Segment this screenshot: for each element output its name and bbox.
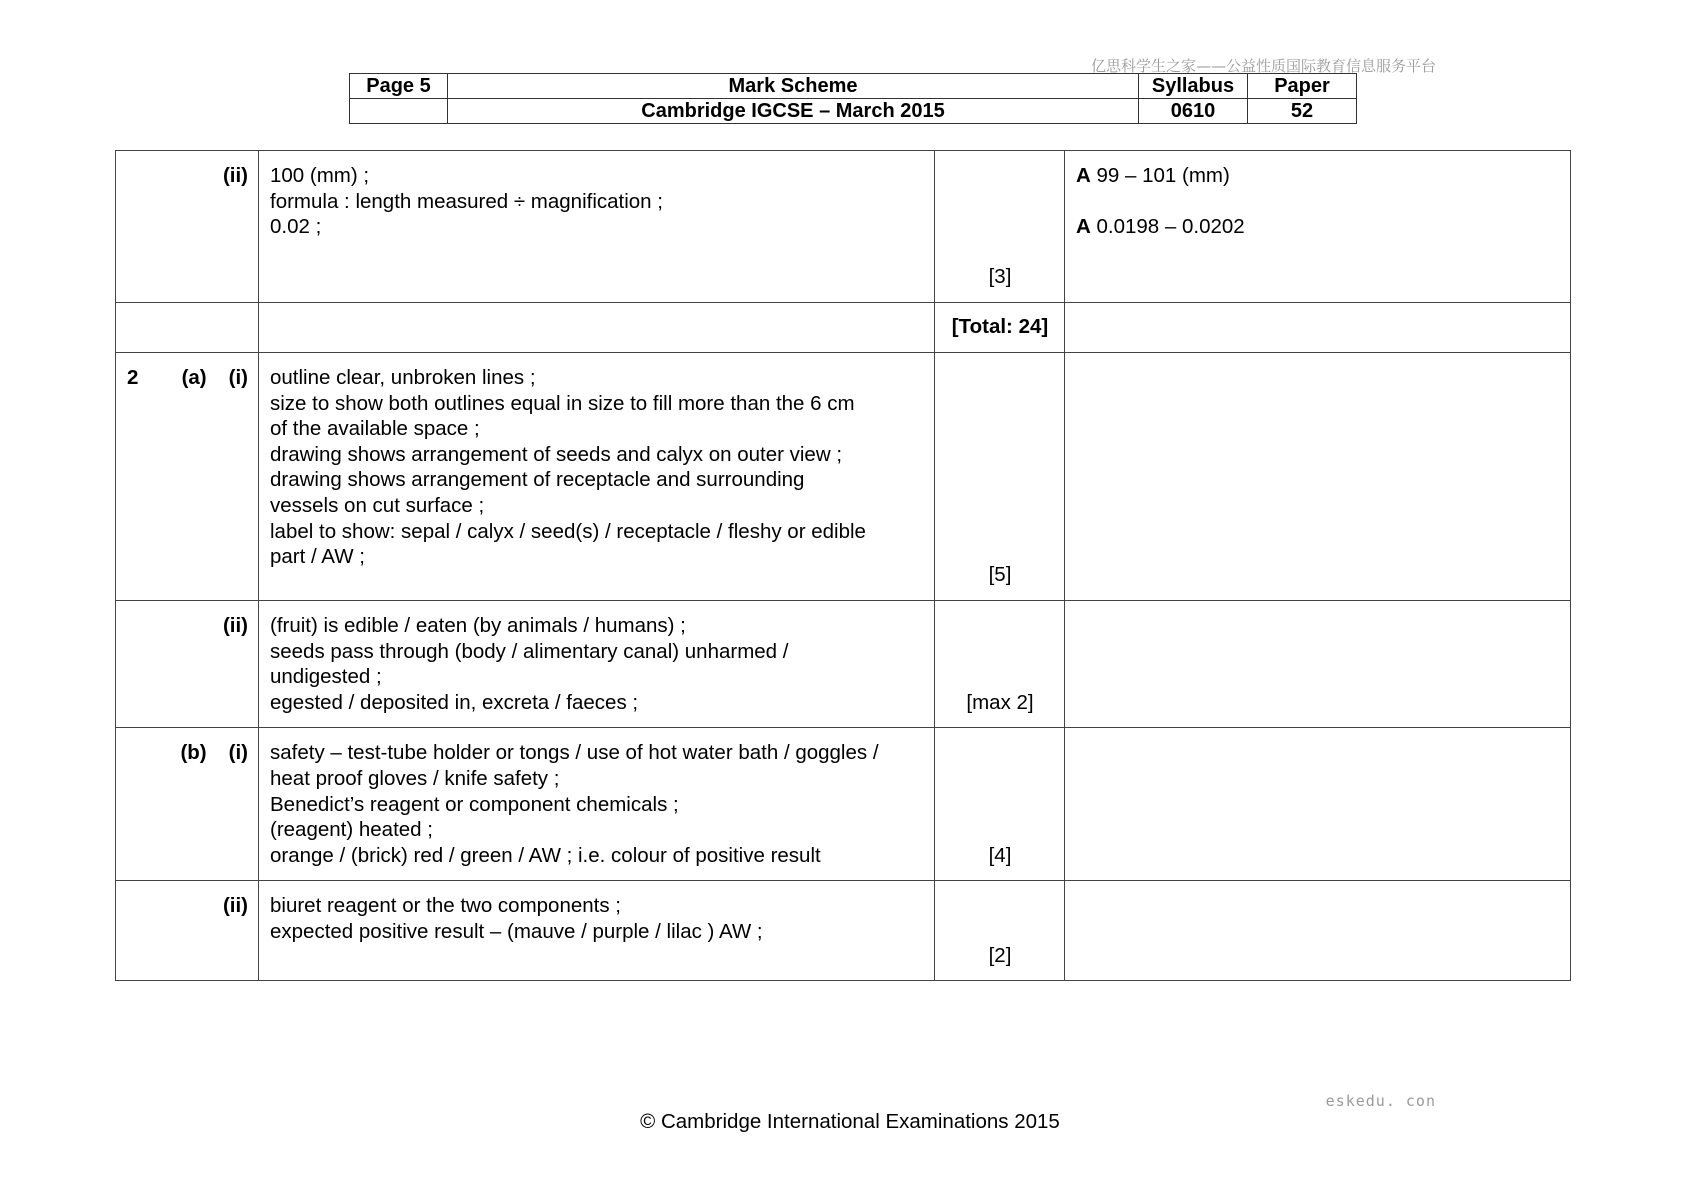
- table-row: [116, 881, 1571, 981]
- answer-line: part / AW ;: [270, 545, 365, 569]
- question-number-cell: [116, 303, 259, 353]
- answer-cell: [259, 303, 935, 353]
- guidance-cell: [1065, 151, 1571, 303]
- answer-line: (fruit) is edible / eaten (by animals / humans) ;: [270, 614, 686, 637]
- question-part: (i): [228, 741, 248, 765]
- watermark-top: 亿思科学生之家——公益性质国际教育信息服务平台: [1090, 57, 1436, 75]
- header-empty-cell: [350, 99, 448, 124]
- guidance-line: [1076, 214, 1560, 240]
- answer-line: outline clear, unbroken lines ;: [270, 366, 536, 389]
- header-syllabus-value: 0610: [1139, 99, 1248, 124]
- mark-scheme-table: [115, 150, 1571, 981]
- question-part: (ii): [222, 164, 248, 187]
- guidance-prefix: A: [1076, 215, 1091, 239]
- answer-line: seeds pass through (body / alimentary canal) unharmed /: [270, 639, 789, 663]
- watermark-bottom: eskedu. con: [1325, 1092, 1436, 1110]
- guidance-line: [1076, 189, 1560, 215]
- question-part: (i): [228, 366, 248, 389]
- marks-cell: [5]: [935, 353, 1065, 601]
- answer-cell: [259, 881, 935, 981]
- guidance-cell: [1065, 303, 1571, 353]
- answer-line: undigested ;: [270, 665, 382, 689]
- question-part: (ii): [222, 894, 248, 918]
- answer-cell: [259, 151, 935, 303]
- answer-line: orange / (brick) red / green / AW ; i.e. colour of positive result: [270, 843, 821, 867]
- answer-line: 100 (mm) ;: [270, 164, 370, 187]
- guidance-cell: [1065, 601, 1571, 728]
- table-row: [116, 728, 1571, 881]
- marks-cell: [4]: [935, 728, 1065, 881]
- guidance-cell: [1065, 728, 1571, 881]
- header-subtitle: Cambridge IGCSE – March 2015: [448, 99, 1139, 124]
- answer-cell: [259, 728, 935, 881]
- header-paper-label: Paper: [1248, 74, 1357, 99]
- header-table: [349, 73, 1357, 124]
- question-number-cell: [116, 601, 259, 728]
- guidance-prefix: A: [1076, 164, 1091, 187]
- answer-line: heat proof gloves / knife safety ;: [270, 766, 560, 790]
- question-number-cell: [116, 728, 259, 881]
- question-number-cell: [116, 151, 259, 303]
- header-title: Mark Scheme: [448, 74, 1139, 99]
- question-sub: (b): [180, 741, 207, 765]
- answer-line: drawing shows arrangement of receptacle and surrounding: [270, 468, 805, 492]
- answer-line: Benedict’s reagent or component chemicals ;: [270, 792, 679, 816]
- guidance-cell: [1065, 881, 1571, 981]
- guidance-text: 99 – 101 (mm): [1090, 164, 1230, 187]
- table-row: [116, 353, 1571, 601]
- header-paper-value: 52: [1248, 99, 1357, 124]
- table-row: [116, 151, 1571, 303]
- copyright-footer: © Cambridge International Examinations 2015: [640, 1110, 1060, 1133]
- question-main: 2: [127, 366, 139, 389]
- header-page: Page 5: [350, 74, 448, 99]
- answer-line: 0.02 ;: [270, 215, 322, 239]
- answer-line: biuret reagent or the two components ;: [270, 894, 621, 918]
- marks-cell: [max 2]: [935, 601, 1065, 728]
- answer-line: (reagent) heated ;: [270, 818, 433, 842]
- header-syllabus-label: Syllabus: [1139, 74, 1248, 99]
- answer-line: label to show: sepal / calyx / seed(s) / receptacle / fleshy or edible: [270, 519, 866, 543]
- answer-line: of the available space ;: [270, 417, 480, 441]
- table-row: [116, 601, 1571, 728]
- answer-line: safety – test-tube holder or tongs / use of hot water bath / goggles /: [270, 741, 879, 765]
- answer-line: vessels on cut surface ;: [270, 493, 485, 517]
- answer-line: egested / deposited in, excreta / faeces ;: [270, 690, 639, 714]
- answer-line: formula : length measured ÷ magnification ;: [270, 189, 663, 213]
- guidance-line: [1076, 163, 1560, 189]
- answer-cell: [259, 353, 935, 601]
- marks-cell: [2]: [935, 881, 1065, 981]
- question-sub: (a): [181, 366, 207, 389]
- question-number-cell: [116, 881, 259, 981]
- question-number-cell: [116, 353, 259, 601]
- guidance-cell: [1065, 353, 1571, 601]
- answer-line: drawing shows arrangement of seeds and calyx on outer view ;: [270, 442, 843, 466]
- marks-cell: [3]: [935, 151, 1065, 303]
- answer-line: size to show both outlines equal in size to fill more than the 6 cm: [270, 391, 855, 415]
- table-row: [116, 303, 1571, 353]
- question-part: (ii): [222, 614, 248, 637]
- marks-cell: [Total: 24]: [935, 303, 1065, 353]
- answer-line: expected positive result – (mauve / purple / lilac ) AW ;: [270, 919, 763, 943]
- guidance-text: 0.0198 – 0.0202: [1090, 215, 1245, 239]
- answer-cell: [259, 601, 935, 728]
